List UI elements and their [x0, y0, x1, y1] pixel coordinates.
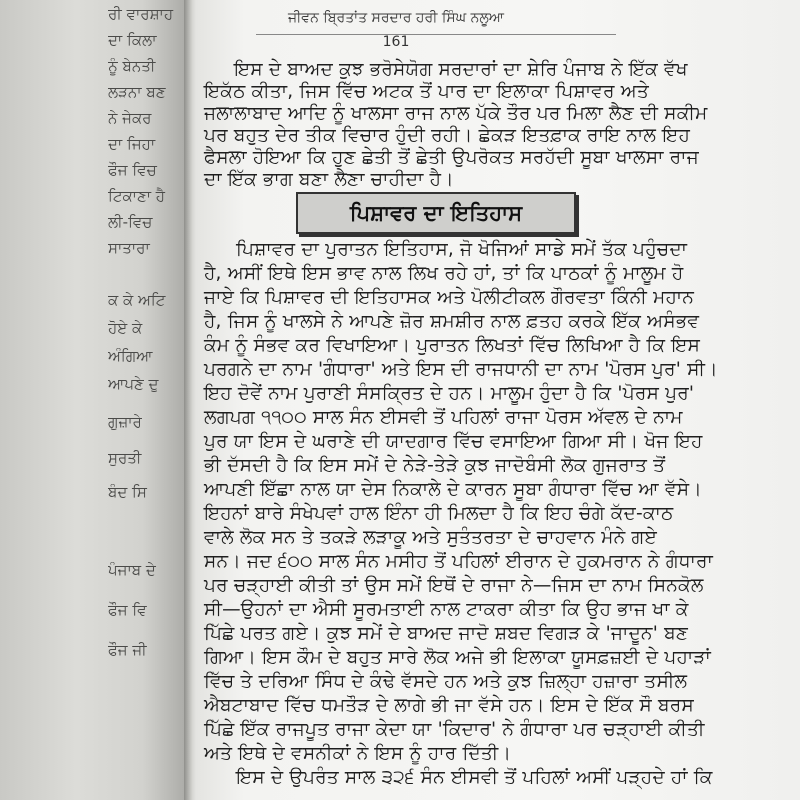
body-line: ਕੰਮ ਨੂੰ ਸੰਭਵ ਕਰ ਵਿਖਾਇਆ। ਪੁਰਾਤਨ ਲਿਖਤਾਂ ਵਿੱਚ ਲਿਖਿਆ ਹੈ ਕਿ ਇਸ	[204, 335, 701, 356]
left-page-line: ਦਾ ਕਿਲਾ	[108, 31, 157, 49]
left-page-line: ਲੀ-ਵਿਚ	[108, 213, 153, 231]
body-line: ਆਪਣੀ ਇੱਛਾ ਨਾਲ ਯਾ ਦੇਸ ਨਿਕਾਲੇ ਦੇ ਕਾਰਨ ਸੂਬਾ ਗੰਧਾਰਾ ਵਿੱਚ ਆ ਵੱਸੇ।	[204, 479, 702, 500]
left-page-text-column	[108, 0, 190, 800]
body-line: ਇਹਨਾਂ ਬਾਰੇ ਸੰਖੇਪਵਾਂ ਹਾਲ ਇੰਨਾ ਹੀ ਮਿਲਦਾ ਹੈ ਕਿ ਇਹ ਚੰਗੇ ਕੱਦ-ਕਾਠ	[204, 503, 674, 524]
page-number: 161	[382, 34, 410, 50]
body-line: ਪਿੱਛੇ ਪਰਤ ਗਏ। ਕੁਝ ਸਮੇਂ ਦੇ ਬਾਅਦ ਜਾਦੋ ਸ਼ਬਦ ਵਿਗੜ ਕੇ 'ਜਾਦੂਨ' ਬਣ	[204, 623, 689, 644]
left-page-line: ਰੀ ਵਾਰਸ਼ਾਹ	[108, 5, 174, 23]
body-line: ਇਹ ਦੋਵੇਂ ਨਾਮ ਪੁਰਾਣੀ ਸੰਸਕ੍ਰਿਤ ਦੇ ਹਨ। ਮਾਲੂਮ ਹੁੰਦਾ ਹੈ ਕਿ 'ਪੋਰਸ ਪੁਰ'	[204, 383, 695, 404]
body-line: ਪਰਗਨੇ ਦਾ ਨਾਮ 'ਗੰਧਾਰਾ' ਅਤੇ ਇਸ ਦੀ ਰਾਜਧਾਨੀ ਦਾ ਨਾਮ 'ਪੋਰਸ ਪੁਰ' ਸੀ।	[204, 359, 718, 380]
body-line: ਇਸ ਦੇ ਬਾਅਦ ਕੁਝ ਭਰੋਸੇਯੋਗ ਸਰਦਾਰਾਂ ਦਾ ਸ਼ੇਰਿ ਪੰਜਾਬ ਨੇ ਇੱਕ ਵੱਖ	[234, 59, 688, 80]
left-page-line: ਸੁਰਤੀ	[108, 449, 142, 467]
left-page-line: ਹੋਏ ਕੇ	[108, 319, 143, 337]
body-line: ਫੈਸਲਾ ਹੋਇਆ ਕਿ ਹੁਣ ਛੇਤੀ ਤੋਂ ਛੇਤੀ ਉਪਰੋਕਤ ਸਰਹੱਦੀ ਸੂਬਾ ਖਾਲਸਾ ਰਾਜ	[204, 147, 699, 168]
right-page	[196, 0, 800, 800]
left-page-line: ਟਿਕਾਣਾ ਹੈ	[108, 187, 165, 205]
body-line: ਦਾ ਇੱਕ ਭਾਗ ਬਣਾ ਲੈਣਾ ਚਾਹੀਦਾ ਹੈ।	[204, 169, 454, 190]
section-heading	[296, 192, 576, 234]
body-line: ਲਗਪਗ ੧੧੦੦ ਸਾਲ ਸੰਨ ਈਸਵੀ ਤੋਂ ਪਹਿਲਾਂ ਰਾਜਾ ਪੋਰਸ ਅੱਵਲ ਦੇ ਨਾਮ	[204, 407, 683, 428]
left-facing-page	[0, 0, 190, 800]
body-line: ਪੁਰ ਯਾ ਇਸ ਦੇ ਘਰਾਣੇ ਦੀ ਯਾਦਗਾਰ ਵਿੱਚ ਵਸਾਇਆ ਗਿਆ ਸੀ। ਖੋਜ ਇਹ	[204, 431, 703, 452]
left-page-line: ਲੜਨਾ ਬਣ	[108, 83, 166, 101]
body-line: ਭੀ ਦੱਸਦੀ ਹੈ ਕਿ ਇਸ ਸਮੇਂ ਦੇ ਨੇੜੇ-ਤੇੜੇ ਕੁਝ ਜਾਦੋਬੰਸੀ ਲੋਕ ਗੁਜਰਾਤ ਤੋਂ	[204, 455, 666, 476]
left-page-line: ਗੁਜ਼ਾਰੇ	[108, 413, 142, 431]
body-line: ਅਤੇ ਇਥੇ ਦੇ ਵਸਨੀਕਾਂ ਨੇ ਇਸ ਨੂੰ ਹਾਰ ਦਿੱਤੀ।	[204, 743, 512, 764]
body-line: ਪਰ ਚੜ੍ਹਾਈ ਕੀਤੀ ਤਾਂ ਉਸ ਸਮੇਂ ਇਥੋਂ ਦੇ ਰਾਜਾ ਨੇ—ਜਿਸ ਦਾ ਨਾਮ ਸਿਨਕੋਲ	[204, 575, 704, 596]
body-line: ਸਨ। ਜਦ ੬੦੦ ਸਾਲ ਸੰਨ ਮਸੀਹ ਤੋਂ ਪਹਿਲਾਂ ਈਰਾਨ ਦੇ ਹੁਕਮਰਾਨ ਨੇ ਗੰਧਾਰਾ	[204, 551, 713, 572]
body-line: ਪਿੱਛੇ ਇੱਕ ਰਾਜਪੂਤ ਰਾਜਾ ਕੇਦਾ ਯਾ 'ਕਿਦਾਰ' ਨੇ ਗੰਧਾਰਾ ਪਰ ਚੜ੍ਹਾਈ ਕੀਤੀ	[204, 719, 705, 740]
running-head: ਜੀਵਨ ਬ੍ਰਿਤਾਂਤ ਸਰਦਾਰ ਹਰੀ ਸਿੰਘ ਨਲੂਆ	[287, 10, 505, 26]
body-line: ਸੀ—ਉਹਨਾਂ ਦਾ ਐਸੀ ਸੂਰਮਤਾਈ ਨਾਲ ਟਾਕਰਾ ਕੀਤਾ ਕਿ ਉਹ ਭਾਜ ਖਾ ਕੇ	[204, 599, 689, 620]
left-page-line: ਬੰਦ ਸਿ	[108, 483, 147, 501]
section-heading-text: ਪਿਸ਼ਾਵਰ ਦਾ ਇਤਿਹਾਸ	[349, 200, 523, 225]
left-page-line: ਫੌਜ ਵਿ	[108, 601, 147, 619]
body-line: ਵਾਲੇ ਲੋਕ ਸਨ ਤੇ ਤਕੜੇ ਲੜਾਕੂ ਅਤੇ ਸੁਤੰਤਰਤਾ ਦੇ ਚਾਹਵਾਨ ਮੰਨੇ ਗਏ	[204, 527, 658, 548]
left-page-line: ਸਾਤਾਰਾ	[108, 239, 150, 257]
left-page-line: ਪੰਜਾਬ ਦੇ	[108, 561, 156, 579]
left-page-line: ਨੇ ਜੇਕਰ	[108, 109, 152, 127]
left-page-line: ਕ ਕੇ ਅਟਿ	[108, 291, 166, 309]
body-line: ਐਬਟਾਬਾਦ ਵਿੱਚ ਧਮਤੌੜ ਦੇ ਲਾਗੇ ਭੀ ਜਾ ਵੱਸੇ ਹਨ। ਇਸ ਦੇ ਇੱਕ ਸੌ ਬਰਸ	[204, 695, 694, 716]
left-page-line: ਅੰਗਿਆ	[108, 347, 153, 365]
body-line: ਪਰ ਬਹੁਤ ਦੇਰ ਤੀਕ ਵਿਚਾਰ ਹੁੰਦੀ ਰਹੀ। ਛੇਕੜ ਇਤਫ਼ਾਕ ਰਾਇ ਨਾਲ ਇਹ	[204, 125, 691, 146]
body-line: ਗਿਆ। ਇਸ ਕੌਮ ਦੇ ਬਹੁਤ ਸਾਰੇ ਲੋਕ ਅਜੇ ਭੀ ਇਲਾਕਾ ਯੂਸਫ਼ਜ਼ਈ ਦੇ ਪਹਾੜਾਂ	[204, 647, 711, 668]
body-line: ਹੈ, ਅਸੀਂ ਇਥੇ ਇਸ ਭਾਵ ਨਾਲ ਲਿਖ ਰਹੇ ਹਾਂ, ਤਾਂ ਕਿ ਪਾਠਕਾਂ ਨੂੰ ਮਾਲੂਮ ਹੋ	[204, 263, 684, 284]
body-line: ਜਾਏ ਕਿ ਪਿਸ਼ਾਵਰ ਦੀ ਇਤਿਹਾਸਕ ਅਤੇ ਪੋਲੀਟੀਕਲ ਗੌਰਵਤਾ ਕਿੰਨੀ ਮਹਾਨ	[204, 287, 695, 308]
body-line: ਵਿੱਚ ਤੇ ਦਰਿਆ ਸਿੰਧ ਦੇ ਕੰਢੇ ਵੱਸਦੇ ਹਨ ਅਤੇ ਕੁਝ ਜ਼ਿਲ੍ਹਾ ਹਜ਼ਾਰਾ ਤਸੀਲ	[204, 671, 688, 692]
body-line: ਇਕੱਠ ਕੀਤਾ, ਜਿਸ ਵਿੱਚ ਅਟਕ ਤੋਂ ਪਾਰ ਦਾ ਇਲਾਕਾ ਪਿਸ਼ਾਵਰ ਅਤੇ	[204, 81, 649, 102]
left-page-line: ਫੌਜ ਵਿਚ	[108, 161, 157, 179]
body-line: ਇਸ ਦੇ ਉਪਰੰਤ ਸਾਲ ੩੨੬ ਸੰਨ ਈਸਵੀ ਤੋਂ ਪਹਿਲਾਂ ਅਸੀਂ ਪੜ੍ਹਦੇ ਹਾਂ ਕਿ	[236, 767, 713, 788]
left-page-line: ਫੌਜ ਜੀ	[108, 641, 147, 659]
left-page-line: ਆਪਣੇ ਦੁ	[108, 375, 159, 393]
body-line: ਪਿਸ਼ਾਵਰ ਦਾ ਪੁਰਾਤਨ ਇਤਿਹਾਸ, ਜੋ ਖੋਜਿਆਂ ਸਾਡੇ ਸਮੇਂ ਤੱਕ ਪਹੁੰਚਦਾ	[236, 239, 688, 260]
body-line: ਹੈ, ਜਿਸ ਨੂੰ ਖਾਲਸੇ ਨੇ ਆਪਣੇ ਜ਼ੋਰ ਸ਼ਮਸ਼ੀਰ ਨਾਲ ਫ਼ਤਹ ਕਰਕੇ ਇੱਕ ਅਸੰਭਵ	[204, 311, 700, 332]
left-page-line: ਨੂੰ ਬੇਨਤੀ	[108, 57, 156, 75]
body-line: ਜਲਾਲਾਬਾਦ ਆਦਿ ਨੂੰ ਖਾਲਸਾ ਰਾਜ ਨਾਲ ਪੱਕੇ ਤੌਰ ਪਰ ਮਿਲਾ ਲੈਣ ਦੀ ਸਕੀਮ	[204, 103, 708, 124]
left-page-line: ਦਾ ਜਿਹਾ	[108, 135, 156, 153]
